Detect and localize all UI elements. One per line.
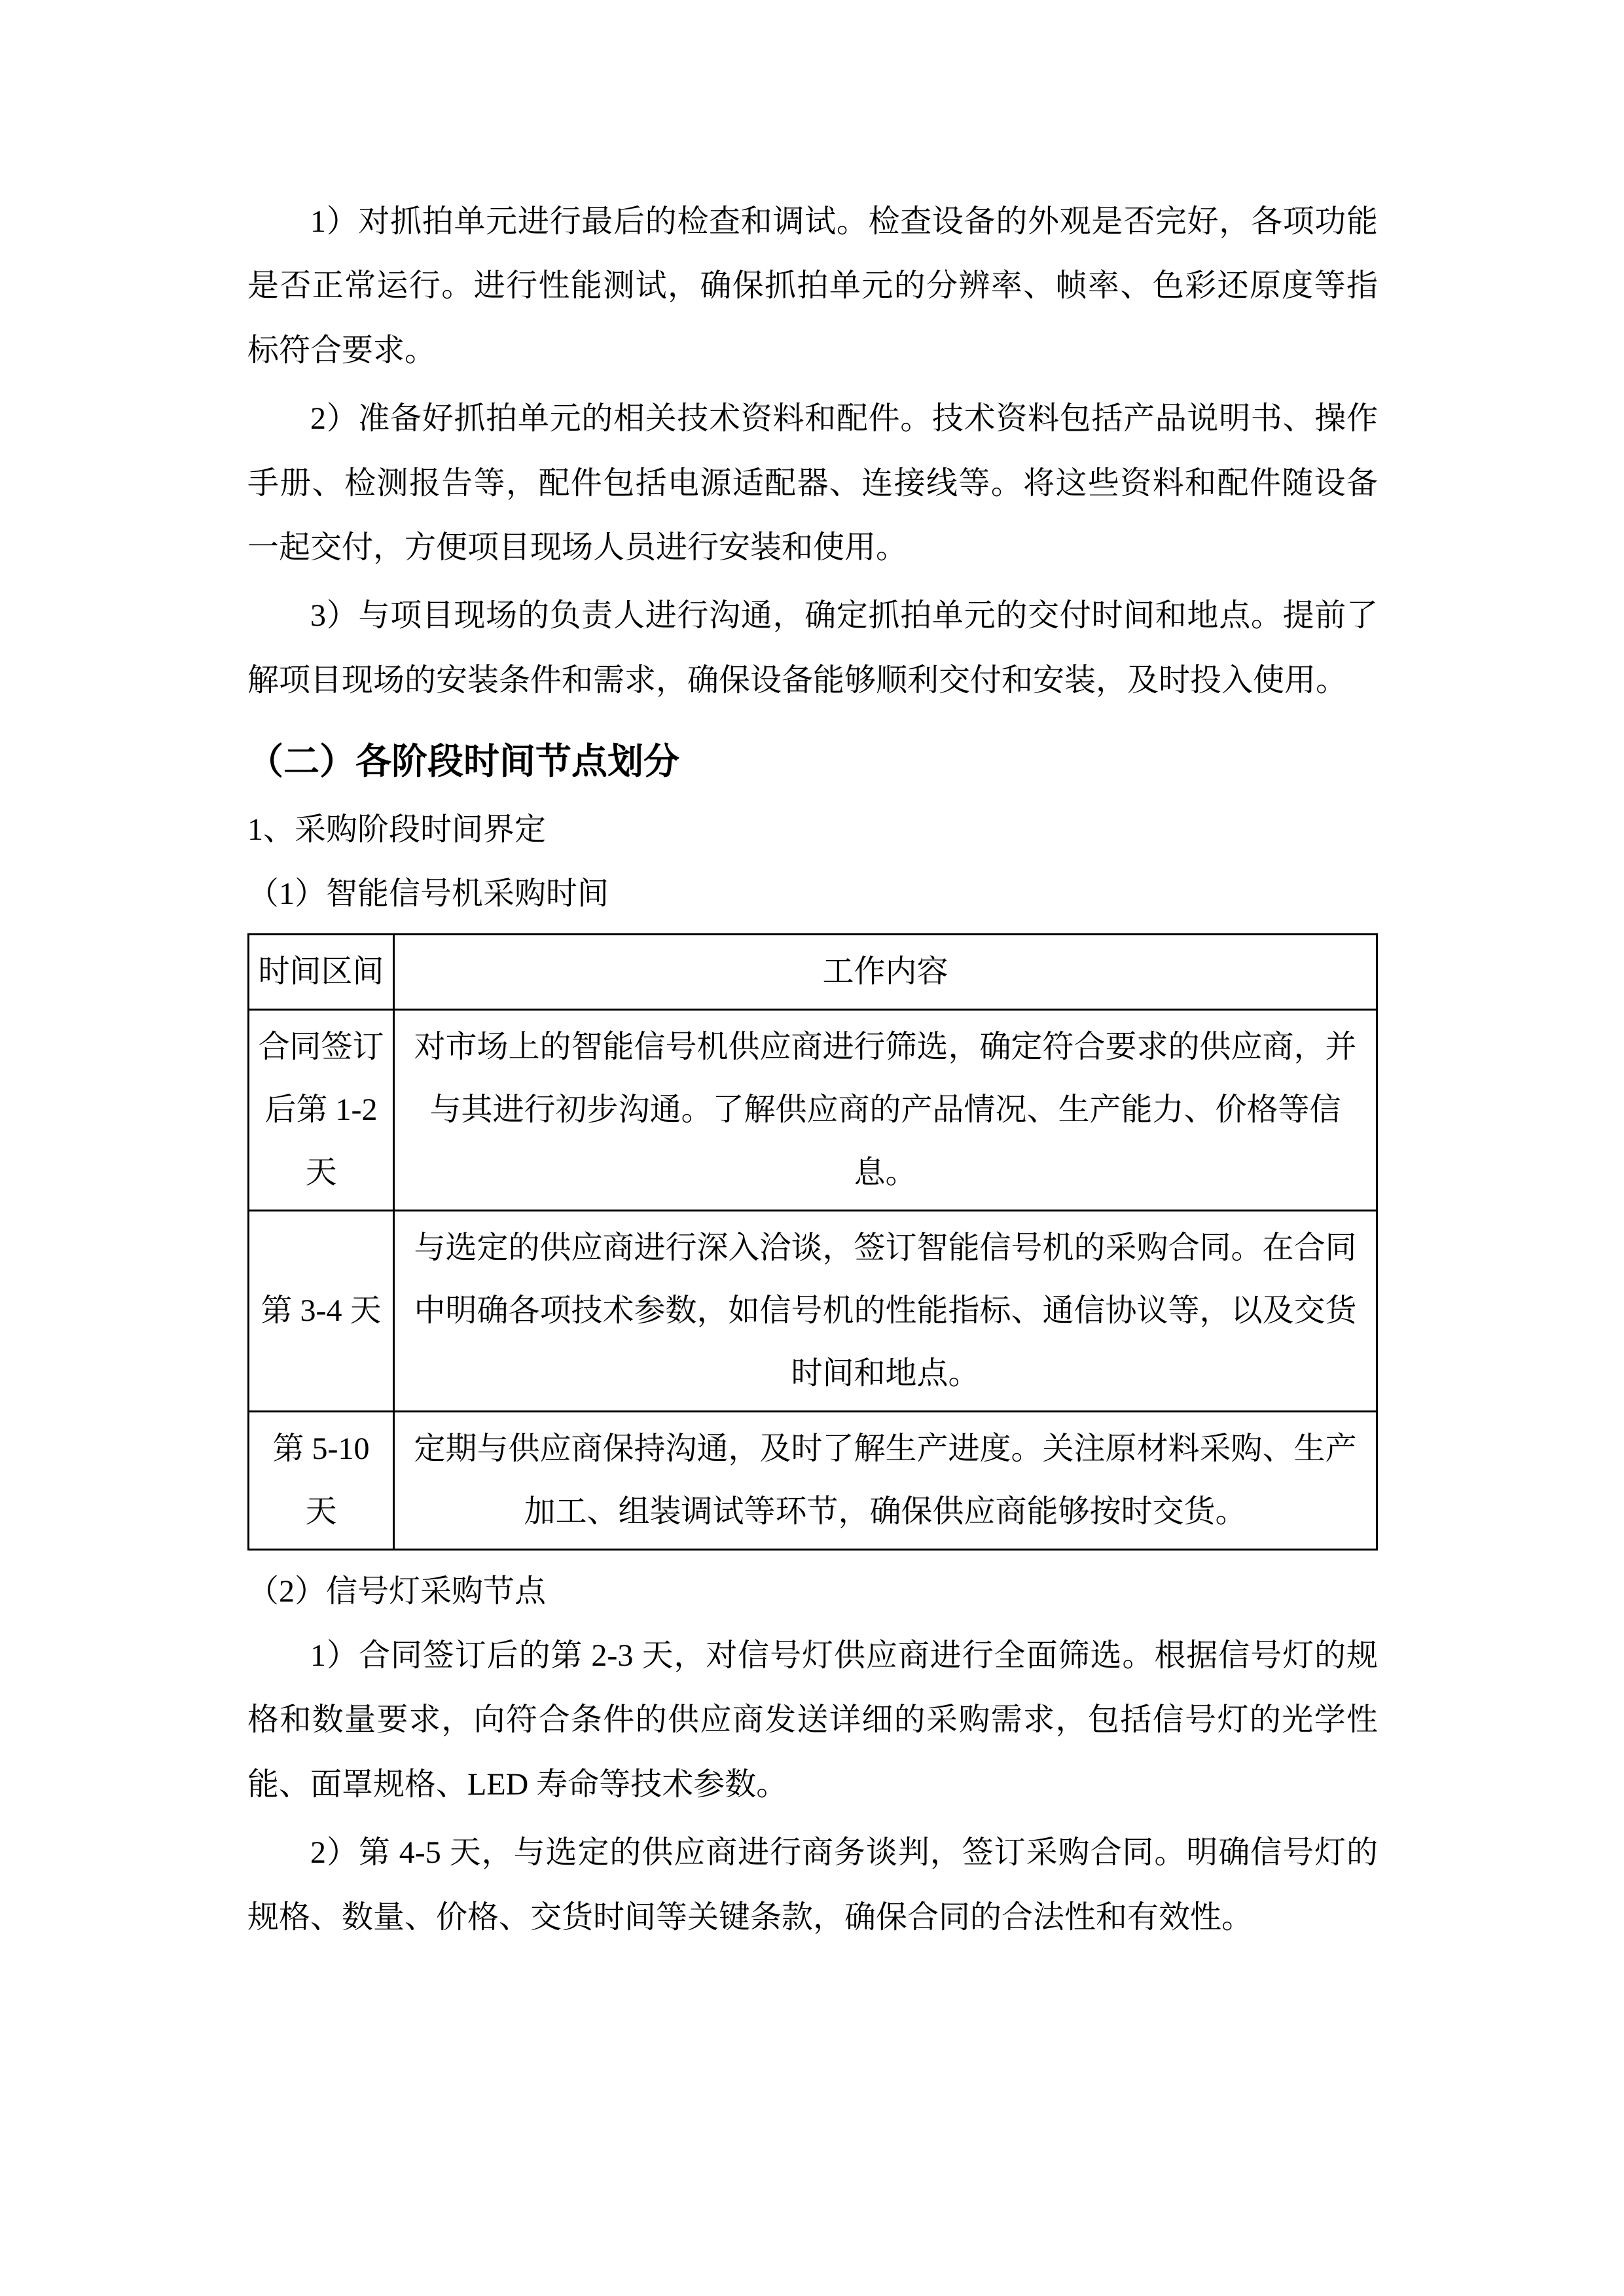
- paragraph-capture-unit-materials: 2）准备好抓拍单元的相关技术资料和配件。技术资料包括产品说明书、操作手册、检测报告等，配件包括电源适配器、连接线等。将这些资料和配件随设备一起交付，方便项目现场人员进行安装和使用。: [247, 401, 1378, 565]
- section-heading-time-nodes: （二）各阶段时间节点划分: [247, 742, 680, 782]
- table-cell-period: 第 5-10 天: [249, 1411, 394, 1549]
- table-header-period: 时间区间: [249, 934, 394, 1009]
- table-row: [249, 1411, 1377, 1549]
- paragraph-capture-unit-check: 1）对抓拍单元进行最后的检查和调试。检查设备的外观是否完好，各项功能是否正常运行。进行性能测试，确保抓拍单元的分辨率、帧率、色彩还原度等指标符合要求。: [247, 204, 1378, 368]
- table-cell-period: 合同签订后第 1-2 天: [249, 1009, 394, 1210]
- table-header-content: 工作内容: [394, 934, 1377, 1009]
- subheading-signal-controller-time: （1）智能信号机采购时间: [247, 876, 609, 912]
- paragraph-signal-lamp-screening: 1）合同签订后的第 2-3 天，对信号灯供应商进行全面筛选。根据信号灯的规格和数量要求，向符合条件的供应商发送详细的采购需求，包括信号灯的光学性能、面罩规格、LED 寿命等技术参数。: [247, 1638, 1378, 1802]
- paragraph-capture-unit-delivery: 3）与项目现场的负责人进行沟通，确定抓拍单元的交付时间和地点。提前了解项目现场的安装条件和需求，确保设备能够顺利交付和安装，及时投入使用。: [247, 598, 1378, 698]
- table-cell-period: 第 3-4 天: [249, 1210, 394, 1411]
- table-cell-content: 与选定的供应商进行深入洽谈，签订智能信号机的采购合同。在合同中明确各项技术参数，如信号机的性能指标、通信协议等，以及交货时间和地点。: [394, 1210, 1377, 1411]
- table-row: [249, 1009, 1377, 1210]
- subheading-signal-lamp-nodes: （2）信号灯采购节点: [247, 1573, 547, 1609]
- table-cell-content: 定期与供应商保持沟通，及时了解生产进度。关注原材料采购、生产加工、组装调试等环节，确保供应商能够按时交货。: [394, 1411, 1377, 1549]
- paragraph-signal-lamp-contract: 2）第 4-5 天，与选定的供应商进行商务谈判，签订采购合同。明确信号灯的规格、数量、价格、交货时间等关键条款，确保合同的合法性和有效性。: [247, 1835, 1378, 1935]
- procurement-schedule-table: [247, 933, 1378, 1551]
- table-header-row: [249, 934, 1377, 1009]
- table-row: [249, 1210, 1377, 1411]
- table-cell-content: 对市场上的智能信号机供应商进行筛选，确定符合要求的供应商，并与其进行初步沟通。了解供应商的产品情况、生产能力、价格等信息。: [394, 1009, 1377, 1210]
- subheading-procurement-phase: 1、采购阶段时间界定: [247, 812, 547, 847]
